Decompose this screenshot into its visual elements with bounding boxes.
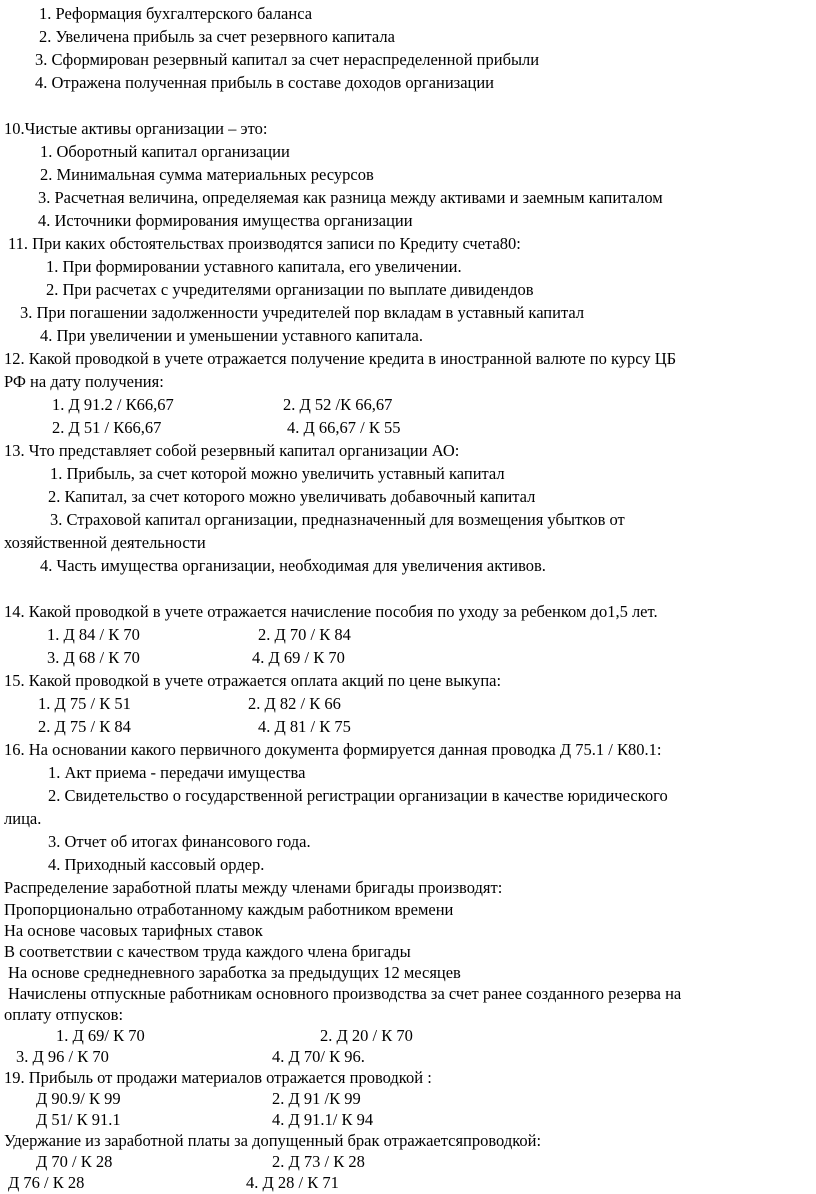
- q16-option-1: 1. Акт приема - передачи имущества: [48, 763, 306, 782]
- q9-option-2: 2. Увеличена прибыль за счет резервного капитала: [39, 27, 395, 46]
- q10-option-2: 2. Минимальная сумма материальных ресурсов: [40, 165, 374, 184]
- q14-option-2: 2. Д 70 / К 84: [258, 625, 351, 644]
- q11-option-1: 1. При формировании уставного капитала, его увеличении.: [46, 257, 462, 276]
- q17-option-3: В соответствии с качеством труда каждого члена бригады: [4, 942, 411, 961]
- q18-option-4: 4. Д 70/ К 96.: [272, 1047, 365, 1066]
- q13-option-1: 1. Прибыль, за счет которой можно увеличить уставный капитал: [50, 464, 505, 483]
- q20-option-1: Д 70 / К 28: [36, 1152, 113, 1171]
- q15-option-1: 1. Д 75 / К 51: [38, 694, 131, 713]
- q14-option-1: 1. Д 84 / К 70: [47, 625, 140, 644]
- q16-option-3: 3. Отчет об итогах финансового года.: [48, 832, 311, 851]
- q17-question: Распределение заработной платы между членами бригады производят:: [4, 878, 503, 897]
- q20-option-3: Д 76 / К 28: [8, 1173, 85, 1192]
- q11-question: 11. При каких обстоятельствах производятся записи по Кредиту счета80:: [8, 234, 521, 253]
- q16-option-4: 4. Приходный кассовый ордер.: [48, 855, 265, 874]
- q18-option-2: 2. Д 20 / К 70: [320, 1026, 413, 1045]
- q12-option-3: 2. Д 51 / К66,67: [52, 418, 162, 437]
- q19-option-2: 2. Д 91 /К 99: [272, 1089, 361, 1108]
- q10-question: 10.Чистые активы организации – это:: [4, 119, 268, 138]
- q19-option-3: Д 51/ К 91.1: [36, 1110, 121, 1129]
- q20-option-4: 4. Д 28 / К 71: [246, 1173, 339, 1192]
- q17-option-4: На основе среднедневного заработка за предыдущих 12 месяцев: [8, 963, 461, 982]
- q14-question: 14. Какой проводкой в учете отражается начисление пособия по уходу за ребенком до1,5 лет.: [4, 602, 658, 621]
- q12-question-cont: РФ на дату получения:: [4, 372, 164, 391]
- q10-option-4: 4. Источники формирования имущества организации: [38, 211, 413, 230]
- q13-question: 13. Что представляет собой резервный капитал организации АО:: [4, 441, 460, 460]
- q16-option-2: 2. Свидетельство о государственной регистрации организации в качестве юридического: [48, 786, 668, 805]
- q19-option-1: Д 90.9/ К 99: [36, 1089, 121, 1108]
- q10-option-1: 1. Оборотный капитал организации: [40, 142, 290, 161]
- q12-question: 12. Какой проводкой в учете отражается получение кредита в иностранной валюте по курсу ЦБ: [4, 349, 677, 368]
- q11-option-4: 4. При увеличении и уменьшении уставного капитала.: [40, 326, 423, 345]
- q12-option-4: 4. Д 66,67 / К 55: [287, 418, 401, 437]
- q13-option-3-cont: хозяйственной деятельности: [4, 533, 206, 552]
- q13-option-2: 2. Капитал, за счет которого можно увеличивать добавочный капитал: [48, 487, 536, 506]
- q12-option-2: 2. Д 52 /К 66,67: [283, 395, 393, 414]
- q14-option-3: 3. Д 68 / К 70: [47, 648, 140, 667]
- q16-option-2-cont: лица.: [4, 809, 42, 828]
- q9-option-4: 4. Отражена полученная прибыль в составе доходов организации: [35, 73, 495, 92]
- q14-option-4: 4. Д 69 / К 70: [252, 648, 345, 667]
- q16-question: 16. На основании какого первичного документа формируется данная проводка Д 75.1 / К80.1:: [4, 740, 662, 759]
- q20-option-2: 2. Д 73 / К 28: [272, 1152, 365, 1171]
- q19-option-4: 4. Д 91.1/ К 94: [272, 1110, 374, 1129]
- q18-question-cont: оплату отпусков:: [4, 1005, 124, 1024]
- q19-question: 19. Прибыль от продажи материалов отражается проводкой :: [4, 1068, 432, 1087]
- q18-question: Начислены отпускные работникам основного производства за счет ранее созданного резерва на: [8, 984, 682, 1003]
- q15-question: 15. Какой проводкой в учете отражается оплата акций по цене выкупа:: [4, 671, 502, 690]
- q15-option-3: 2. Д 75 / К 84: [38, 717, 131, 736]
- q9-option-3: 3. Сформирован резервный капитал за счет нераспределенной прибыли: [35, 50, 540, 69]
- q15-option-2: 2. Д 82 / К 66: [248, 694, 341, 713]
- q18-option-3: 3. Д 96 / К 70: [16, 1047, 109, 1066]
- q18-option-1: 1. Д 69/ К 70: [56, 1026, 145, 1045]
- q13-option-3: 3. Страховой капитал организации, предназначенный для возмещения убытков от: [50, 510, 625, 529]
- q15-option-4: 4. Д 81 / К 75: [258, 717, 351, 736]
- q10-option-3: 3. Расчетная величина, определяемая как разница между активами и заемным капиталом: [38, 188, 663, 207]
- q11-option-2: 2. При расчетах с учредителями организации по выплате дивидендов: [46, 280, 534, 299]
- q17-option-2: На основе часовых тарифных ставок: [4, 921, 263, 940]
- q13-option-4: 4. Часть имущества организации, необходимая для увеличения активов.: [40, 556, 546, 575]
- q20-question: Удержание из заработной платы за допущенный брак отражаетсяпроводкой:: [4, 1131, 542, 1150]
- q11-option-3: 3. При погашении задолженности учредителей пор вкладам в уставный капитал: [20, 303, 585, 322]
- q12-option-1: 1. Д 91.2 / К66,67: [52, 395, 174, 414]
- q17-option-1: Пропорционально отработанному каждым работником времени: [4, 900, 454, 919]
- q9-option-1: 1. Реформация бухгалтерского баланса: [39, 4, 313, 23]
